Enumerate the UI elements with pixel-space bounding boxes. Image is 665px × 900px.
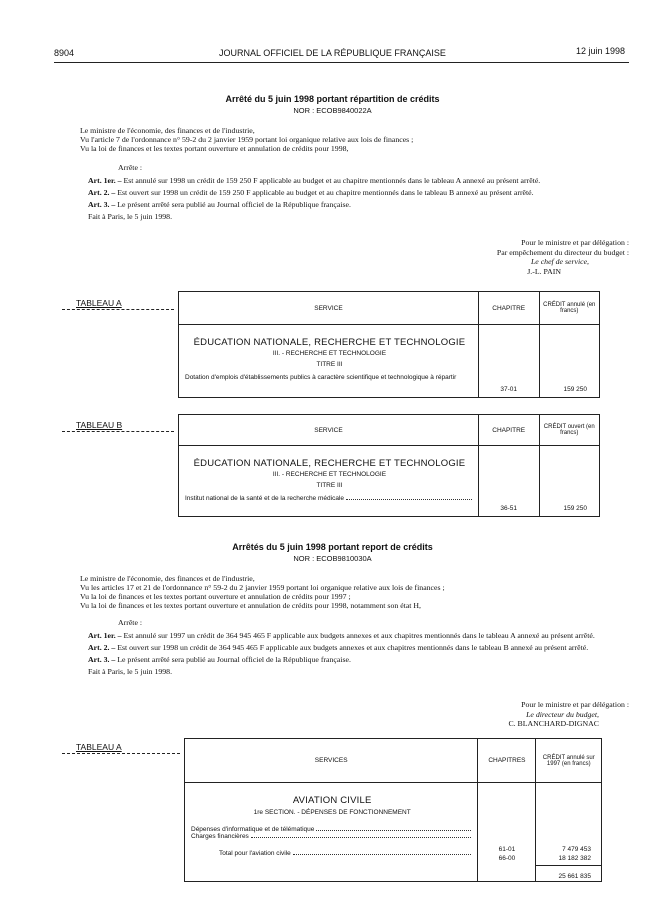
- header-rule: [54, 62, 629, 63]
- total-row: [191, 850, 473, 857]
- section-heading: III. - RECHERCHE ET TECHNOLOGIE: [272, 471, 387, 478]
- chapitre-cell: [478, 783, 536, 882]
- col-header-service: SERVICE: [179, 415, 479, 446]
- arrete1-nor: NOR : ECOB9840022A: [293, 106, 372, 115]
- article-text: Est ouvert sur 1998 un crédit de 364 945 465 F applicable aux budgets annexes et aux chapitres mentionnés dans le tableau B annexé au présent arrêté.: [117, 643, 589, 652]
- arrete2-nor: NOR : ECOB9810030A: [293, 554, 372, 563]
- article-2: [80, 643, 629, 652]
- journal-title: JOURNAL OFFICIEL DE LA RÉPUBLIQUE FRANÇAISE: [219, 48, 446, 58]
- row-chapitre: 37-01: [478, 325, 539, 398]
- row-credit: 7 479 453: [562, 846, 591, 853]
- article-1: [80, 631, 629, 640]
- intro-line: Vu la loi de finances et les textes portant ouverture et annulation de crédits pour 1997 ;: [80, 592, 351, 601]
- signature-line: Pour le ministre et par délégation :: [521, 700, 629, 709]
- row-chapitre: 61-01: [498, 846, 516, 853]
- tableau-a-table: [178, 291, 600, 398]
- col-header-chapitre: CHAPITRES: [478, 739, 536, 783]
- fait-line: Fait à Paris, le 5 juin 1998.: [88, 212, 173, 221]
- issue-date: 12 juin 1998: [575, 46, 625, 56]
- intro-line: Vu l'article 7 de l'ordonnance n° 59-2 du 2 janvier 1959 portant loi organique relative aux lois de finances ;: [80, 135, 414, 144]
- row-text: Institut national de la santé et de la recherche médicale: [185, 495, 344, 502]
- dot-leader: [251, 837, 472, 838]
- signatory-name: J.-L. PAIN: [527, 266, 561, 276]
- label-leader: [62, 753, 180, 754]
- table-row: [191, 826, 473, 833]
- section-heading: III. - RECHERCHE ET TECHNOLOGIE: [272, 350, 387, 357]
- intro-line: Vu la loi de finances et les textes portant ouverture et annulation de crédits pour 1998,: [80, 144, 349, 153]
- row-chapitre: 66-00: [498, 855, 516, 862]
- total-credit: 25 661 835: [558, 873, 591, 880]
- arrete-word: Arrête :: [118, 163, 143, 172]
- signature-role: Le directeur du budget,: [526, 709, 599, 719]
- service-cell: [179, 325, 479, 398]
- label-leader: [62, 309, 174, 310]
- col-header-credit: CRÉDIT annulé sur 1997 (en francs): [536, 739, 602, 783]
- table-row: [191, 833, 473, 840]
- arrete2-signature: [329, 700, 629, 729]
- article-label: Art. 3. –: [88, 200, 116, 209]
- intro-line: Vu les articles 17 et 21 de l'ordonnance n° 59-2 du 2 janvier 1959 portant loi organique relative aux lois de finances ;: [80, 583, 445, 592]
- signature-role: Le chef de service,: [530, 257, 589, 266]
- article-label: Art. 1er. –: [88, 631, 122, 640]
- article-1: [80, 176, 629, 185]
- intro-line: Le ministre de l'économie, des finances et de l'industrie,: [80, 574, 255, 583]
- article-text: Le présent arrêté sera publié au Journal officiel de la République française.: [117, 655, 351, 664]
- dot-leader: [346, 499, 472, 500]
- col-header-credit: CRÉDIT annulé (en francs): [539, 292, 600, 325]
- ministry-heading: AVIATION CIVILE: [292, 795, 372, 806]
- credit-cell: [536, 783, 602, 882]
- row-credit: 159 250: [539, 446, 600, 517]
- arrete1-intro: [80, 126, 629, 221]
- arrete2-intro: [80, 574, 629, 676]
- ministry-heading: ÉDUCATION NATIONALE, RECHERCHE ET TECHNOLOGIE: [193, 458, 466, 469]
- titre-heading: TITRE III: [316, 361, 343, 368]
- article-label: Art. 1er. –: [88, 176, 122, 185]
- section-heading: 1re SECTION. - DÉPENSES DE FONCTIONNEMENT: [253, 809, 411, 816]
- col-header-service: SERVICES: [185, 739, 478, 783]
- col-header-service: SERVICE: [179, 292, 479, 325]
- row-credit: 18 182 382: [536, 854, 601, 866]
- intro-line: Vu la loi de finances et les textes portant ouverture et annulation de crédits pour 1998, notamment son état H,: [80, 601, 421, 610]
- article-2: [80, 188, 629, 197]
- arrete1-title: Arrêté du 5 juin 1998 portant répartition de crédits: [225, 94, 440, 104]
- col-header-chapitre: CHAPITRE: [478, 415, 539, 446]
- tableau-b-table: [178, 414, 600, 517]
- row-text-line: [185, 495, 474, 502]
- article-label: Art. 2. –: [88, 643, 116, 652]
- article-label: Art. 3. –: [88, 655, 116, 664]
- article-3: [80, 655, 629, 664]
- total-text: Total pour l'aviation civile: [219, 850, 291, 857]
- ministry-heading: ÉDUCATION NATIONALE, RECHERCHE ET TECHNOLOGIE: [193, 337, 466, 348]
- fait-line: Fait à Paris, le 5 juin 1998.: [88, 667, 173, 676]
- tableau-a-label: TABLEAU A: [76, 298, 122, 308]
- arrete1-signature: [329, 238, 629, 276]
- article-label: Art. 2. –: [88, 188, 116, 197]
- dot-leader: [316, 830, 471, 831]
- article-text: Le présent arrêté sera publié au Journal officiel de la République française.: [117, 200, 351, 209]
- article-3: [80, 200, 629, 209]
- tableau-a2-label: TABLEAU A: [76, 742, 122, 752]
- row-chapitre: 36-51: [478, 446, 539, 517]
- col-header-credit: CRÉDIT ouvert (en francs): [539, 415, 600, 446]
- label-leader: [62, 431, 174, 432]
- article-text: Est annulé sur 1998 un crédit de 159 250 F applicable au budget et au chapitre mentionnés dans le tableau A annexé au présent arrêté.: [123, 176, 541, 185]
- row-text: Dotation d'emplois d'établissements publics à caractère scientifique et technologique à répartir: [185, 374, 457, 381]
- article-text: Est ouvert sur 1998 un crédit de 159 250 F applicable au budget et au chapitre mentionnés dans le tableau B annexé au présent arrêté.: [117, 188, 534, 197]
- article-text: Est annulé sur 1997 un crédit de 364 945 465 F applicable aux budgets annexes et aux chapitres mentionnés dans le tableau A annexé au présent arrêté.: [123, 631, 595, 640]
- signature-line: Pour le ministre et par délégation :: [521, 238, 629, 247]
- row-credit: 159 250: [539, 325, 600, 398]
- tableau-b-label: TABLEAU B: [76, 420, 123, 430]
- intro-line: Le ministre de l'économie, des finances et de l'industrie,: [80, 126, 255, 135]
- service-cell: [179, 446, 479, 517]
- titre-heading: TITRE III: [316, 482, 343, 489]
- arrete2-title: Arrêtés du 5 juin 1998 portant report de crédits: [232, 542, 433, 552]
- tableau-a2-table: [184, 738, 602, 882]
- service-cell: [185, 783, 478, 882]
- col-header-chapitre: CHAPITRE: [478, 292, 539, 325]
- dot-leader: [293, 854, 472, 855]
- signature-line: Par empêchement du directeur du budget :: [496, 247, 629, 257]
- signatory-name: C. BLANCHARD-DIGNAC: [508, 719, 599, 728]
- row-text: Dépenses d'informatique et de télématique: [191, 826, 315, 833]
- arrete-word: Arrête :: [118, 618, 143, 627]
- page-number: 8904: [54, 48, 75, 58]
- row-text: Charges financières: [191, 833, 249, 840]
